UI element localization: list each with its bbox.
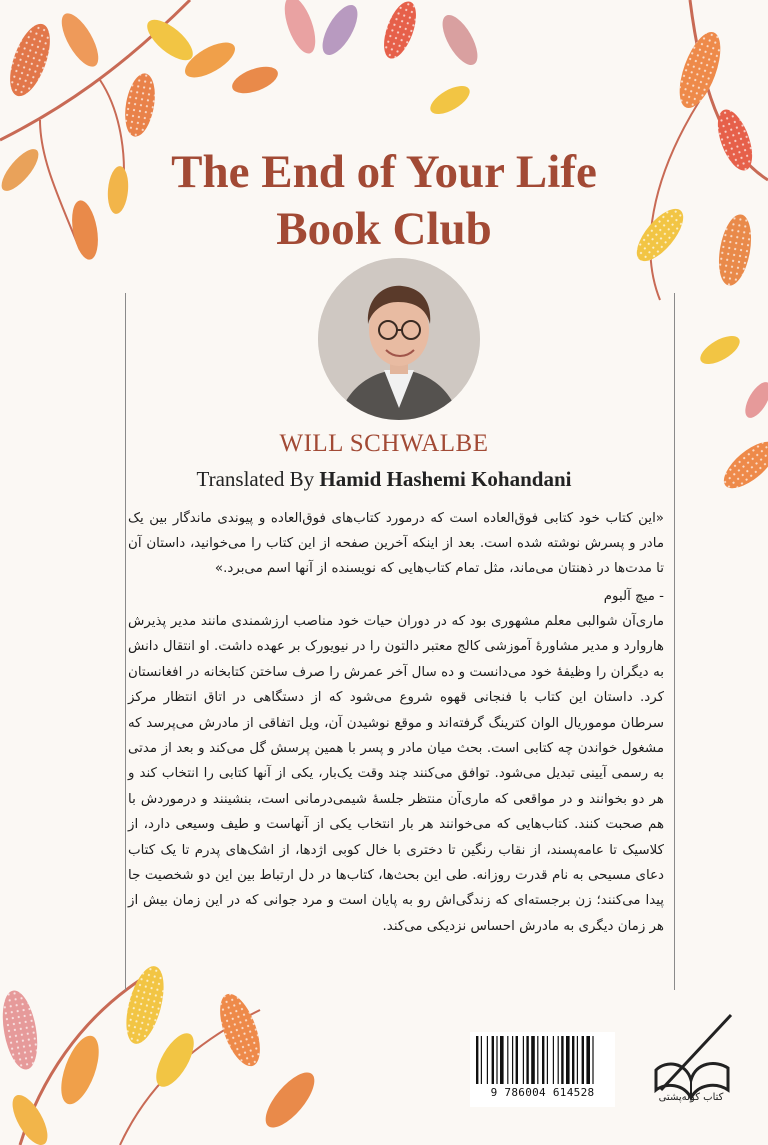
blurb-quote: «این کتاب خود کتابی فوق‌العاده است که درمورد کتاب‌های فوق‌العاده و پیوندی ماندگار بین یک مادر و پسرش نوشته شده است. بعد از اینکه آخرین صفحه از این کتاب را می‌خوانید، داستان آن تا مدت‌ها در ذهنتان می‌ماند، مثل تمام کتاب‌هایی که نویسنده از آنها اسم می‌برد.» — [128, 511, 664, 576]
barcode-bar — [531, 1036, 535, 1084]
barcode-bar — [572, 1036, 574, 1084]
barcode-bar — [492, 1036, 494, 1084]
translator-prefix: Translated By — [196, 467, 320, 491]
barcode-bar — [487, 1036, 488, 1084]
book-title-line2: Book Club — [276, 203, 492, 255]
barcode-bar — [592, 1036, 593, 1084]
blurb-description: ماری‌آن شوالبی معلم مشهوری بود که در دوران حیات خود مناصب ارزشمندی مانند مدیر پذیرش هاروارد و مدیر مشاورهٔ آموزشی کالج معتبر دالتون را در نیویورک بر عهده داشت. او انتقال دانش به دیگران را وظیفهٔ خود می‌دانست و ده سال آخر عمرش را صرف ساختن کتابخانه در افغانستان کرد. داستان این کتاب با فنجانی قهوه شروع می‌شود که از دستگاهی در اتاق انتظار مرکز سرطان موموریال الوان کترینگ گرفته‌اند و موقع نوشیدن آن، ویل اتفاقی از مادرش می‌پرسد که مشغول خواندن چه کتابی است. بحث میان مادر و پسر با همین پرسش گل می‌کند و بعد از مدتی به رسمی آیینی تبدیل می‌شود. توافق می‌کنند چند وقت یک‌بار، یکی از آنها کتابی را انتخاب کند و هر دو بخوانند و در مواقعی که ماری‌آن منتظر جلسهٔ شیمی‌درمانی است، بنشینند و درموردش با هم صحبت کنند. کتاب‌هایی که می‌خوانند هر بار انتخاب یکی از آنهاست و طیف وسیعی دارد، از کلاسیک تا عامه‌پسند، از نقاب رنگین تا دختری با خال کوبی اژدها، از اشک‌های پدرم تا یک کتاب دعای مسیحی به نام قدرت روزانه. طی این بحث‌ها، کتاب‌ها در دل ارتباط بین این دو شخصیت جا پیدا می‌کنند؛ زن برجسته‌ای که زندگی‌اش رو به پایان است و مرد جوانی که در این زمان بیش از هر زمان دیگری به مادرش احساس نزدیکی می‌کند. — [128, 614, 664, 934]
barcode-bar — [582, 1036, 584, 1084]
blurb-attribution: - میچ آلبوم — [603, 589, 664, 604]
barcode-bar — [500, 1036, 504, 1084]
barcode-bar — [558, 1036, 559, 1084]
barcode-bar — [547, 1036, 548, 1084]
book-title-line1: The End of Your Life — [171, 146, 597, 198]
barcode-bar — [496, 1036, 497, 1084]
translator-name: Hamid Hashemi Kohandani — [319, 467, 572, 491]
barcode-bar — [537, 1036, 538, 1084]
author-name: WILL SCHWALBE — [279, 430, 489, 457]
barcode-number: 9 786004 614528 — [490, 1086, 595, 1099]
barcode-bar — [507, 1036, 508, 1084]
barcode-bar — [566, 1036, 570, 1084]
barcode-bar — [523, 1036, 524, 1084]
publisher-name: کتاب کوله‌پشتی — [658, 1092, 724, 1103]
barcode-bar — [561, 1036, 563, 1084]
barcode-bar — [526, 1036, 528, 1084]
barcode-bar — [476, 1036, 478, 1084]
barcode-bar — [516, 1036, 518, 1084]
barcode-bar — [586, 1036, 590, 1084]
barcode-bar — [512, 1036, 513, 1084]
translator-line — [0, 467, 768, 492]
barcode-bar — [481, 1036, 482, 1084]
author-photo — [318, 258, 480, 420]
barcode-bar — [542, 1036, 544, 1084]
barcode-bar — [553, 1036, 554, 1084]
author-portrait-icon — [318, 258, 480, 420]
barcode-bar — [577, 1036, 578, 1084]
